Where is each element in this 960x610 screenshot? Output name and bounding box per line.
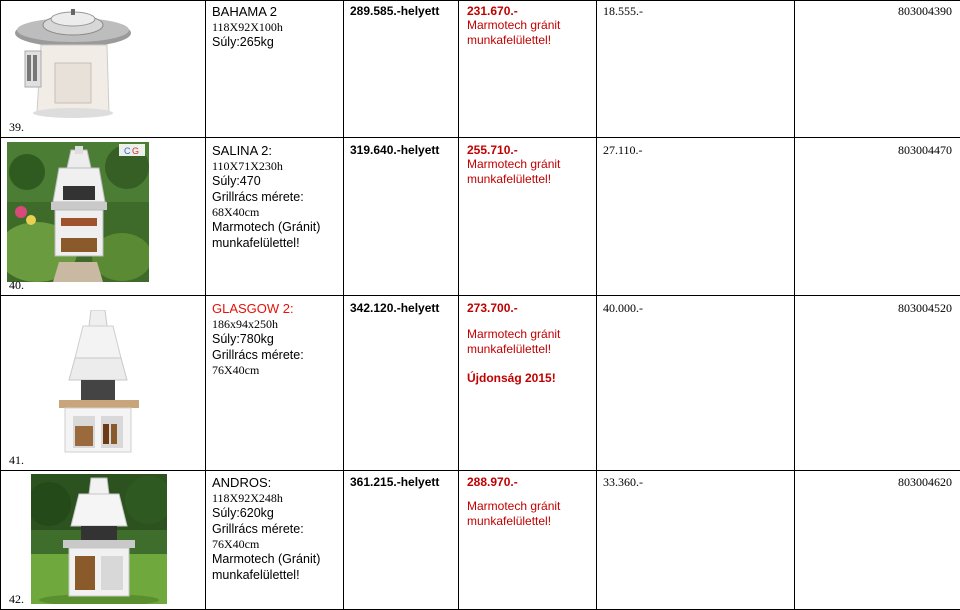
product-name: ANDROS:: [212, 475, 343, 491]
svg-text:G: G: [132, 146, 139, 156]
spec-line: Grillrács mérete:: [212, 190, 343, 206]
andros-grill-image: [31, 474, 167, 609]
product-image-cell: [1, 471, 206, 610]
discount: 18.555.-: [597, 1, 794, 19]
old-price: 361.215.-helyett: [344, 471, 458, 489]
old-price-cell: [344, 471, 459, 610]
old-price-cell: [344, 296, 459, 471]
new-price: 288.970.-: [467, 475, 596, 489]
code-cell: [795, 1, 960, 138]
product-name: SALINA 2:: [212, 143, 343, 159]
old-price: 319.640.-helyett: [344, 138, 458, 157]
old-price: 289.585.-helyett: [344, 1, 458, 18]
price-note: Marmotech gránit: [467, 327, 596, 342]
spec-line: Súly:620kg: [212, 506, 343, 522]
product-code: 803004390: [795, 1, 960, 19]
table-row: [1, 1, 960, 138]
discount-cell: [597, 296, 795, 471]
price-note: munkafelülettel!: [467, 33, 596, 48]
salina-grill-image: [7, 142, 149, 287]
row-number: 41.: [9, 453, 24, 468]
svg-text:C: C: [124, 146, 131, 156]
discount-cell: [597, 138, 795, 296]
row-number: 39.: [9, 120, 24, 135]
spec-line: Súly:780kg: [212, 332, 343, 348]
spec-line: Marmotech (Gránit): [212, 552, 343, 568]
product-image-cell: [1, 138, 206, 296]
description-cell: [206, 471, 344, 610]
row-number: 40.: [9, 278, 24, 293]
description-cell: [206, 296, 344, 471]
discount: 33.360.-: [597, 471, 794, 490]
row-number: 42.: [9, 592, 24, 607]
discount-cell: [597, 1, 795, 138]
discount-cell: [597, 471, 795, 610]
spec-line: Grillrács mérete:: [212, 348, 343, 364]
new-price: 231.670.-: [467, 4, 596, 18]
table-row: [1, 471, 960, 610]
new-price-cell: [459, 296, 597, 471]
description-cell: [206, 1, 344, 138]
discount: 40.000.-: [597, 296, 794, 316]
new-price: 273.700.-: [467, 301, 596, 315]
price-note: Marmotech gránit: [467, 499, 596, 514]
spec-line: 186x94x250h: [212, 317, 343, 332]
new-product-badge: Újdonság 2015!: [467, 371, 596, 386]
price-note: Marmotech gránit: [467, 157, 596, 172]
code-cell: [795, 296, 960, 471]
spec-line: munkafelülettel!: [212, 236, 343, 252]
product-name: BAHAMA 2: [212, 4, 343, 20]
discount: 27.110.-: [597, 138, 794, 158]
new-price-cell: [459, 1, 597, 138]
product-name: GLASGOW 2:: [212, 301, 343, 317]
spec-line: 118X92X100h: [212, 20, 343, 35]
code-cell: [795, 138, 960, 296]
spec-line: 68X40cm: [212, 205, 343, 220]
product-image-cell: [1, 296, 206, 471]
description-cell: [206, 138, 344, 296]
spec-line: 110X71X230h: [212, 159, 343, 174]
old-price-cell: [344, 138, 459, 296]
product-code: 803004470: [795, 138, 960, 158]
price-note: munkafelülettel!: [467, 172, 596, 187]
old-price-cell: [344, 1, 459, 138]
spec-line: Marmotech (Gránit): [212, 220, 343, 236]
old-price: 342.120.-helyett: [344, 296, 458, 315]
spec-line: 76X40cm: [212, 537, 343, 552]
product-code: 803004520: [795, 296, 960, 316]
spec-line: 118X92X248h: [212, 491, 343, 506]
price-note: Marmotech gránit: [467, 18, 596, 33]
code-cell: [795, 471, 960, 610]
spec-line: munkafelülettel!: [212, 568, 343, 584]
new-price-cell: [459, 471, 597, 610]
spec-line: Súly:265kg: [212, 35, 343, 51]
new-price-cell: [459, 138, 597, 296]
price-note: munkafelülettel!: [467, 342, 596, 357]
new-price: 255.710.-: [467, 143, 596, 157]
spec-line: Grillrács mérete:: [212, 522, 343, 538]
table-row: [1, 138, 960, 296]
glasgow-grill-image: [53, 310, 143, 461]
price-note: munkafelülettel!: [467, 514, 596, 529]
table-row: [1, 296, 960, 471]
spec-line: Súly:470: [212, 174, 343, 190]
product-code: 803004620: [795, 471, 960, 490]
bahama-grill-image: [11, 3, 141, 126]
spec-line: 76X40cm: [212, 363, 343, 378]
product-image-cell: [1, 1, 206, 138]
